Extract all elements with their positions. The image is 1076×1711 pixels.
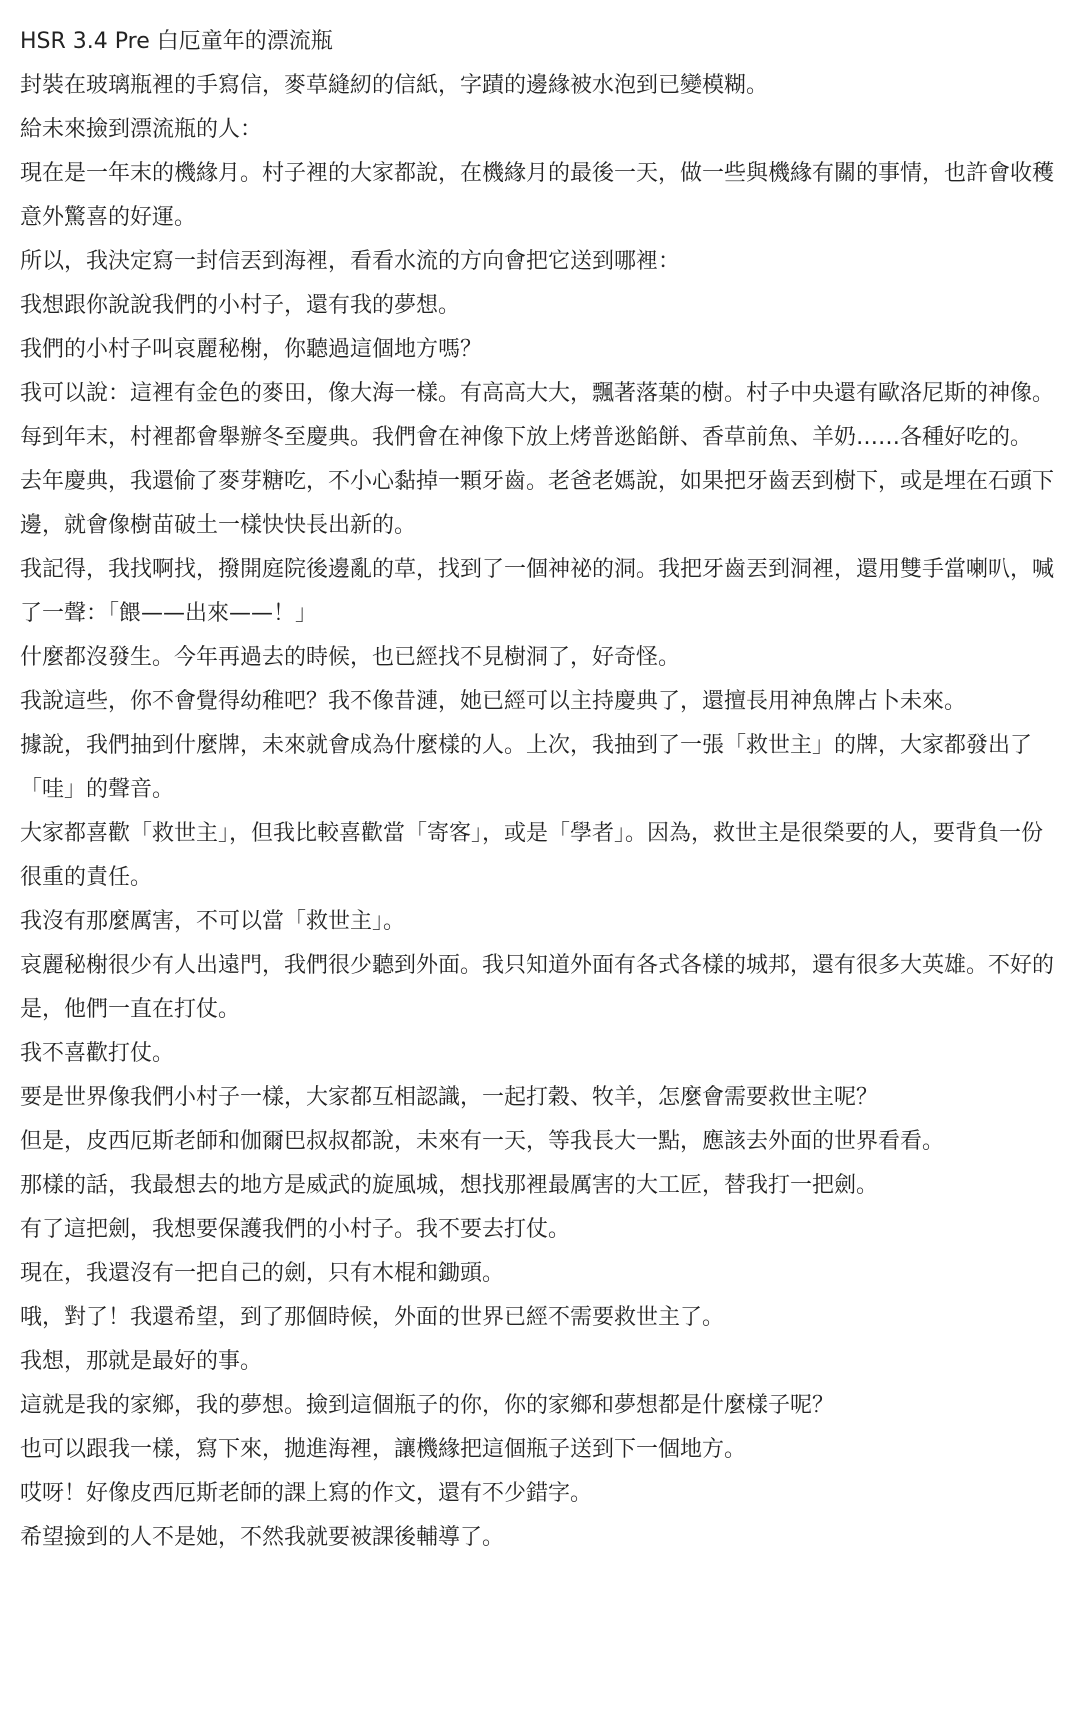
paragraph-7: 我可以說：這裡有金色的麥田，像大海一樣。有高高大大，飄著落葉的樹。村子中央還有歐洛尼斯的神像。 [20, 381, 1055, 406]
paragraph-11: 什麼都沒發生。今年再過去的時候，也已經找不見樹洞了，好奇怪。 [20, 645, 681, 670]
paragraph-24: 我想，那就是最好的事。 [20, 1349, 263, 1374]
paragraph-23: 哦，對了！我還希望，到了那個時候，外面的世界已經不需要救世主了。 [20, 1305, 725, 1330]
paragraph-15: 我沒有那麼厲害，不可以當「救世主」。 [20, 909, 406, 934]
paragraph-16: 哀麗秘榭很少有人出遠門，我們很少聽到外面。我只知道外面有各式各樣的城邦，還有很多大英雄。不好的是，他們一直在打仗。 [20, 953, 1055, 1022]
paragraph-6: 我們的小村子叫哀麗秘榭，你聽過這個地方嗎？ [20, 337, 483, 362]
paragraph-19: 但是，皮西厄斯老師和伽爾巴叔叔都說，未來有一天，等我長大一點，應該去外面的世界看看。 [20, 1129, 945, 1154]
paragraph-20: 那樣的話，我最想去的地方是威武的旋風城，想找那裡最厲害的大工匠，替我打一把劍。 [20, 1173, 879, 1198]
document-body [20, 20, 1060, 1560]
paragraph-10: 我記得，我找啊找，撥開庭院後邊亂的草，找到了一個神祕的洞。我把牙齒丟到洞裡，還用雙手當喇叭，喊了一聲：「餵——出來——！」 [20, 557, 1055, 626]
paragraph-2: 給未來撿到漂流瓶的人： [20, 117, 263, 142]
paragraph-18: 要是世界像我們小村子一樣，大家都互相認識，一起打穀、牧羊，怎麼會需要救世主呢？ [20, 1085, 879, 1110]
paragraph-28: 希望撿到的人不是她，不然我就要被課後輔導了。 [20, 1525, 505, 1550]
paragraph-5: 我想跟你說說我們的小村子，還有我的夢想。 [20, 293, 461, 318]
paragraph-25: 這就是我的家鄉，我的夢想。撿到這個瓶子的你，你的家鄉和夢想都是什麼樣子呢？ [20, 1393, 835, 1418]
paragraph-26: 也可以跟我一樣，寫下來，拋進海裡，讓機緣把這個瓶子送到下一個地方。 [20, 1437, 747, 1462]
paragraph-13: 據說，我們抽到什麼牌，未來就會成為什麼樣的人。上次，我抽到了一張「救世主」的牌，大家都發出了「哇」的聲音。 [20, 733, 1033, 802]
paragraph-1: 封裝在玻璃瓶裡的手寫信，麥草縫紉的信紙，字蹟的邊緣被水泡到已變模糊。 [20, 73, 769, 98]
paragraph-12: 我說這些，你不會覺得幼稚吧？我不像昔漣，她已經可以主持慶典了，還擅長用神魚牌占卜未來。 [20, 689, 967, 714]
paragraph-3: 現在是一年末的機緣月。村子裡的大家都說，在機緣月的最後一天，做一些與機緣有關的事情，也許會收穫意外驚喜的好運。 [20, 161, 1055, 230]
paragraph-9: 去年慶典，我還偷了麥芽糖吃，不小心黏掉一顆牙齒。老爸老媽說，如果把牙齒丟到樹下，或是埋在石頭下邊，就會像樹苗破土一樣快快長出新的。 [20, 469, 1055, 538]
paragraph-14: 大家都喜歡「救世主」，但我比較喜歡當「寄客」，或是「學者」。因為，救世主是很榮要的人，要背負一份很重的責任。 [20, 821, 1044, 890]
paragraph-22: 現在，我還沒有一把自己的劍，只有木棍和鋤頭。 [20, 1261, 505, 1286]
paragraph-21: 有了這把劍，我想要保護我們的小村子。我不要去打仗。 [20, 1217, 571, 1242]
document-title: HSR 3.4 Pre 白厄童年的漂流瓶 [20, 29, 333, 54]
paragraph-4: 所以，我決定寫一封信丟到海裡，看看水流的方向會把它送到哪裡： [20, 249, 681, 274]
paragraph-8: 每到年末，村裡都會舉辦冬至慶典。我們會在神像下放上烤普逖餡餅、香草前魚、羊奶……各種好吃的。 [20, 425, 1033, 450]
paragraph-27: 哎呀！好像皮西厄斯老師的課上寫的作文，還有不少錯字。 [20, 1481, 593, 1506]
paragraph-17: 我不喜歡打仗。 [20, 1041, 175, 1066]
